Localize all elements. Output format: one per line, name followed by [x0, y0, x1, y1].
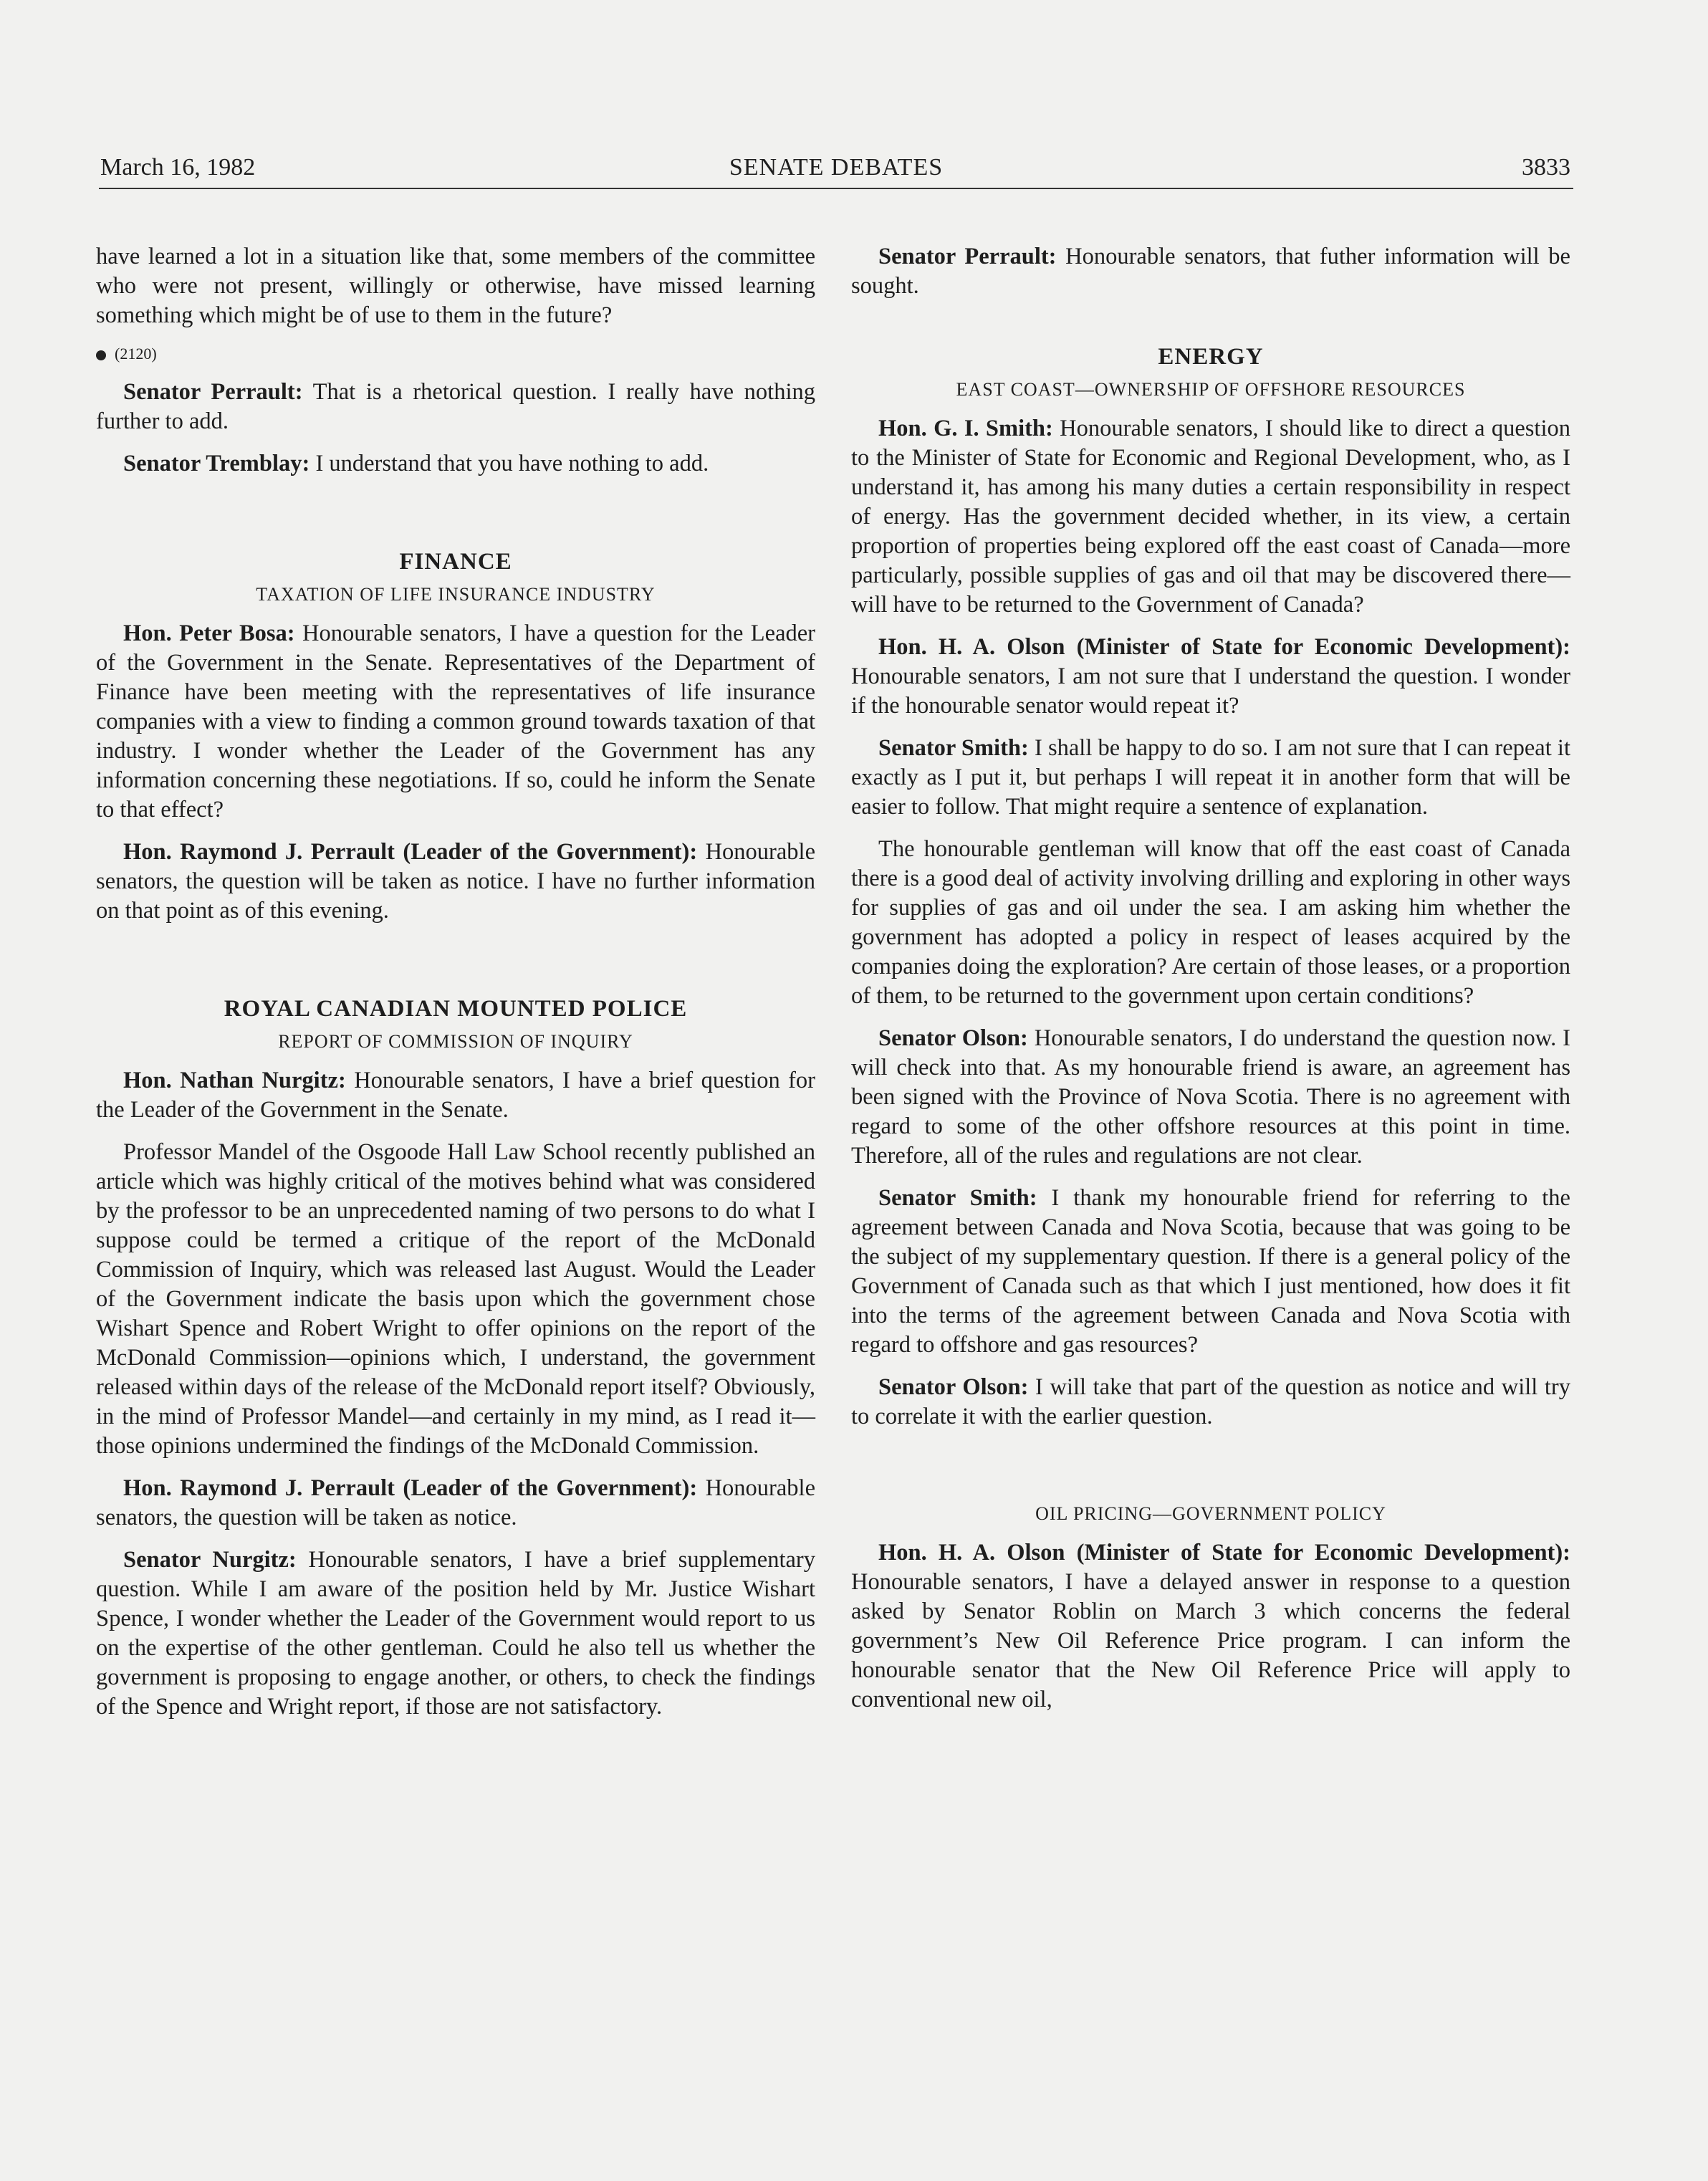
speech-text: That is a rhetorical question. I really have nothing further to add. — [96, 379, 815, 434]
speaker-name: Hon. G. I. Smith: — [878, 416, 1053, 441]
speech-text: Honourable senators, the question will be taken as notice. — [96, 1475, 815, 1530]
paragraph — [96, 1545, 815, 1722]
subsection-title: EAST COAST—OWNERSHIP OF OFFSHORE RESOURCES — [956, 379, 1466, 400]
speech-text: I shall be happy to do so. I am not sure that I can repeat it exactly as I put it, but perhaps I will repeat it in another form that will be easier to follow. That might require a sentence of explanation. — [851, 735, 1570, 820]
paragraph — [851, 1184, 1570, 1360]
paragraph: The honourable gentleman will know that off the east coast of Canada there is a good deal of activity involving drilling and exploring in other ways for supplies of gas and oil under the sea. I am asking him whether the government has adopted a policy in respect of leases acquired by the companies doing the exploration? Are certain of those leases, or a proportion of them, to be returned to the government upon certain conditions? — [851, 836, 1570, 1009]
speaker-name: Hon. H. A. Olson (Minister of State for Economic Development): — [878, 634, 1570, 660]
speaker-name: Senator Tremblay: — [123, 451, 310, 476]
speaker-name: Senator Smith: — [878, 1185, 1037, 1211]
subsection-title: TAXATION OF LIFE INSURANCE INDUSTRY — [256, 584, 656, 605]
speaker-name: Hon. H. A. Olson (Minister of State for Economic Development): — [878, 1540, 1570, 1566]
speech-text: Honourable senators, I am not sure that I understand the question. I wonder if the honourable senator would repeat it? — [851, 663, 1570, 719]
paragraph — [96, 619, 815, 825]
header-date: March 16, 1982 — [100, 154, 256, 181]
speech-text: I understand that you have nothing to add. — [310, 451, 709, 476]
paragraph — [96, 378, 815, 436]
speaker-name: Senator Olson: — [878, 1025, 1028, 1051]
paragraph — [96, 838, 815, 926]
paragraph — [851, 1024, 1570, 1171]
speaker-name: Senator Perrault: — [123, 379, 303, 405]
speaker-name: Senator Perrault: — [878, 244, 1057, 269]
section-title-rcmp: ROYAL CANADIAN MOUNTED POLICE — [224, 996, 688, 1022]
time-marker — [96, 343, 815, 365]
speech-text: Honourable senators, that futher information will be sought. — [851, 244, 1570, 299]
page-header — [99, 148, 1573, 189]
paragraph — [851, 1373, 1570, 1432]
paragraph — [96, 1474, 815, 1533]
speech-text: Honourable senators, I should like to direct a question to the Minister of State for Economic and Regional Development, who, as I understand it, has among his many duties a certain responsibility in respect of energy. Has the government decided whether, in its view, a certain proportion of properties being explored off the east coast of Canada—more particularly, possible supplies of gas and oil that may be discovered there—will have to be returned to the Government of Canada? — [851, 416, 1570, 618]
speaker-name: Senator Olson: — [878, 1374, 1029, 1400]
speaker-name: Hon. Peter Bosa: — [123, 620, 295, 646]
subsection-title: OIL PRICING—GOVERNMENT POLICY — [1035, 1503, 1386, 1524]
paragraph: have learned a lot in a situation like that, some members of the committee who were not present, willingly or otherwise, have missed learning something which might be of use to them in the future? — [96, 244, 815, 328]
time-marker-text: (2120) — [115, 345, 157, 363]
paragraph — [851, 242, 1570, 301]
subsection-title: REPORT OF COMMISSION OF INQUIRY — [278, 1031, 633, 1052]
speech-text: Honourable senators, I do understand the question now. I will check into that. As my honourable friend is aware, an agreement has been signed with the Province of Nova Scotia. There is no agreement with regard to some of the other offshore resources at this point in time. Therefore, all of the rules and regulations are not clear. — [851, 1025, 1570, 1169]
paragraph — [96, 449, 815, 479]
speech-text: I will take that part of the question as notice and will try to correlate it with the earlier question. — [851, 1374, 1570, 1429]
speech-text: Honourable senators, I have a brief supplementary question. While I am aware of the position held by Mr. Justice Wishart Spence, I wonder whether the Leader of the Government would report to us on the expertise of the other gentleman. Could he also tell us whether the government is proposing to engage another, or others, to check the findings of the Spence and Wright report, if those are not satisfactory. — [96, 1547, 816, 1720]
paragraph — [851, 633, 1570, 721]
speaker-name: Senator Smith: — [878, 735, 1029, 761]
paragraph — [851, 734, 1570, 822]
speaker-name: Hon. Nathan Nurgitz: — [123, 1068, 346, 1093]
paragraph — [851, 1538, 1570, 1715]
speech-text: Honourable senators, the question will be taken as notice. I have no further information on that point as of this evening. — [96, 839, 815, 924]
section-title-energy: ENERGY — [1158, 344, 1264, 370]
speech-text: Honourable senators, I have a delayed answer in response to a question asked by Senator Roblin on March 3 which concerns the federal government’s New Oil Reference Price program. I can inform the honourable senator that the New Oil Reference Price will apply to conventional new oil, — [851, 1569, 1570, 1712]
left-column — [96, 242, 815, 1735]
paragraph — [96, 1066, 815, 1125]
speaker-name: Hon. Raymond J. Perrault (Leader of the Government): — [123, 839, 698, 865]
paragraph — [851, 414, 1570, 620]
right-column — [851, 242, 1570, 1727]
bullet-icon — [96, 350, 106, 360]
speech-text: I thank my honourable friend for referring to the agreement between Canada and Nova Scotia, because that was going to be the subject of my supplementary question. If there is a general policy of the Government of Canada such as that which I just mentioned, how does it fit into the terms of the agreement between Canada and Nova Scotia with regard to offshore and gas resources? — [851, 1185, 1570, 1358]
speaker-name: Hon. Raymond J. Perrault (Leader of the Government): — [123, 1475, 698, 1501]
speaker-name: Senator Nurgitz: — [123, 1547, 297, 1573]
section-title-finance: FINANCE — [399, 549, 512, 575]
header-title: SENATE DEBATES — [729, 154, 944, 181]
speech-text: Honourable senators, I have a question for the Leader of the Government in the Senate. Representatives of the Department of Finance have been meeting with the representatives of life insurance companies with a view to finding a common ground towards taxation of that industry. I wonder whether the Leader of the Government has any information concerning these negotiations. If so, could he inform the Senate to that effect? — [96, 620, 815, 823]
header-page-number: 3833 — [1522, 154, 1570, 181]
speech-text: Honourable senators, I have a brief question for the Leader of the Government in the Senate. — [96, 1068, 815, 1123]
paragraph: Professor Mandel of the Osgoode Hall Law School recently published an article which was highly critical of the motives behind what was considered by the professor to be an unprecedented naming of two persons to do what I suppose could be termed a critique of the report of the McDonald Commission of Inquiry, which was released last August. Would the Leader of the Government indicate the basis upon which the government chose Wishart Spence and Robert Wright to offer opinions on the report of the McDonald Commission—opinions which, I understand, the government released within days of the release of the McDonald report itself? Obviously, in the mind of Professor Mandel—and certainly in my mind, as I read it—those opinions undermined the findings of the McDonald Commission. — [96, 1139, 815, 1459]
